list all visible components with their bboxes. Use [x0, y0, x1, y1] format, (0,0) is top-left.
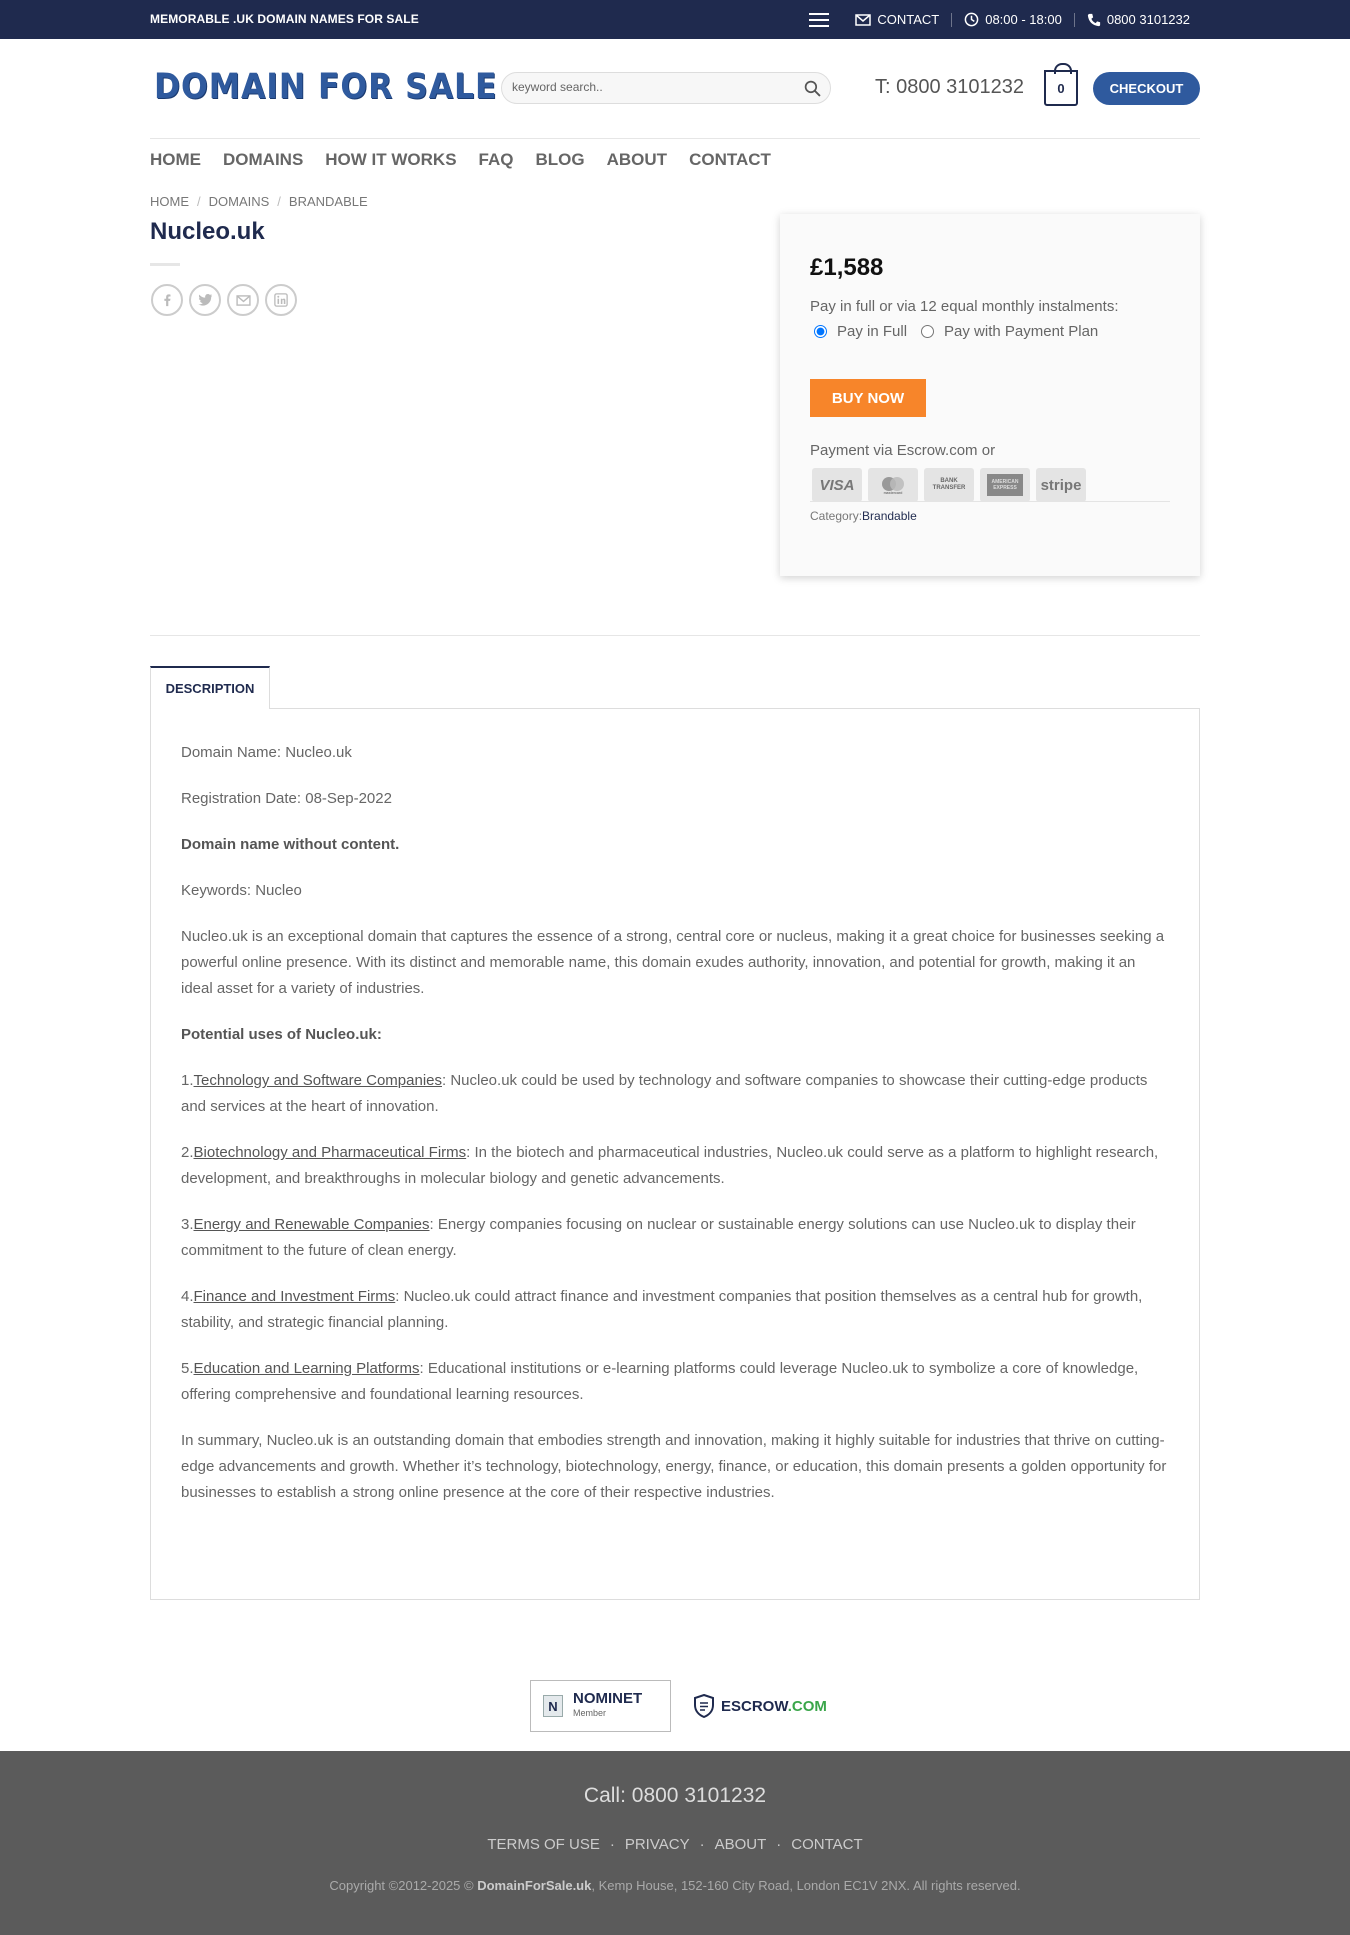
top-bar-tagline: MEMORABLE .UK DOMAIN NAMES FOR SALE [150, 12, 419, 26]
divider [810, 501, 1170, 502]
twitter-share-button[interactable] [189, 284, 221, 316]
phone-icon [1087, 13, 1101, 27]
section-divider [150, 635, 1200, 636]
share-buttons [151, 284, 297, 316]
footer-phone: Call: 0800 3101232 [583, 1784, 767, 1807]
svg-text:mastercard: mastercard [883, 491, 903, 495]
checkout-button[interactable]: CHECKOUT [1093, 72, 1200, 105]
facebook-share-button[interactable] [151, 284, 183, 316]
instalment-text: Pay in full or via 12 equal monthly instalments: [810, 298, 1119, 315]
footer-link-separator: · [776, 1836, 782, 1853]
registration-date-text: Registration Date: 08-Sep-2022 [181, 790, 392, 807]
buy-now-button[interactable]: BUY NOW [810, 379, 926, 417]
payment-options [810, 323, 1098, 340]
mastercard-icon [868, 468, 918, 502]
use-item-title: Finance and Investment Firms [193, 1288, 396, 1305]
twitter-icon [198, 293, 213, 307]
search-input[interactable] [512, 80, 792, 94]
pay-in-full-label: Pay in Full [837, 323, 908, 340]
envelope-icon [855, 14, 871, 26]
use-item-title: Biotechnology and Pharmaceutical Firms [193, 1144, 467, 1161]
keywords-text: Keywords: Nucleo [181, 882, 302, 899]
nominet-subtext: Member [573, 1708, 607, 1718]
footer-link-separator: · [699, 1836, 705, 1853]
use-item: 5.Education and Learning Platforms: Educational institutions or e-learning platforms could leverage Nucleo.uk to symbolize a core of knowledge, offering comprehensive and foundational learning resources. [181, 1360, 1139, 1403]
breadcrumb-separator: / [197, 194, 201, 209]
main-nav [150, 150, 771, 170]
top-contact-link[interactable] [855, 12, 939, 27]
facebook-icon [160, 293, 174, 307]
cart-count: 0 [1057, 80, 1065, 96]
footer-link-separator: · [609, 1836, 615, 1853]
partner-logos [530, 1680, 827, 1732]
cart-icon[interactable] [1044, 70, 1078, 106]
footer-link-about[interactable]: ABOUT [714, 1836, 767, 1853]
opening-hours-text: 08:00 - 18:00 [985, 12, 1062, 27]
nav-faq[interactable]: FAQ [478, 150, 514, 169]
summary-paragraph: In summary, Nucleo.uk is an outstanding domain that embodies strength and innovation, making it highly suitable for industries that thrive on cutting-edge advancements and growth. Whether it’s technology, biotechnology, energy, finance, or education, this domain presents a golden opportunity for businesses to establish a strong online presence at the core of their respective industries. [181, 1432, 1167, 1501]
top-contact-label: CONTACT [877, 12, 940, 27]
description-content [181, 740, 1171, 1526]
menu-icon[interactable] [809, 13, 829, 27]
footer-links [0, 1836, 1350, 1853]
top-phone-link[interactable] [1087, 12, 1190, 27]
footer-link-terms[interactable]: TERMS OF USE [487, 1836, 600, 1853]
price: £1,588 [810, 254, 884, 281]
use-item: 2.Biotechnology and Pharmaceutical Firms: In the biotech and pharmaceutical industries, Nucleo.uk could serve as a platform to highlight research, development, and breakthroughs in molecular biology and genetic advancements. [181, 1144, 1159, 1187]
use-item: 1.Technology and Software Companies: Nucleo.uk could be used by technology and software companies to showcase their cutting-edge products and services at the heart of innovation. [181, 1072, 1148, 1115]
page-title: Nucleo.uk [150, 218, 265, 245]
nominet-text: NOMINET [573, 1690, 643, 1707]
search-box [501, 72, 831, 104]
breadcrumb-domains[interactable]: DOMAINS [208, 194, 270, 209]
escrow-logo: ESCROW.COM [693, 1694, 827, 1718]
payment-plan-radio[interactable] [921, 325, 934, 338]
copyright-brand: DomainForSale.uk [477, 1878, 592, 1893]
nav-domains[interactable]: DOMAINS [223, 150, 304, 169]
shield-icon [693, 1694, 715, 1718]
top-bar-right [809, 0, 1190, 39]
escrow-payment-text: Payment via Escrow.com or [810, 442, 996, 459]
payment-plan-label: Pay with Payment Plan [944, 323, 1099, 340]
no-content-note: Domain name without content. [181, 836, 400, 853]
use-item: 3.Energy and Renewable Companies: Energy companies focusing on nuclear or sustainable energy solutions can use Nucleo.uk to display their commitment to the future of clean energy. [181, 1216, 1136, 1259]
nominet-member-badge [530, 1680, 671, 1732]
amex-icon: AMERICAN EXPRESS [980, 468, 1030, 502]
use-item-title: Education and Learning Platforms [193, 1360, 420, 1377]
opening-hours [964, 12, 1062, 27]
category-label: Category: [810, 509, 863, 523]
bank-transfer-icon: BANK TRANSFER [924, 468, 974, 502]
search-icon[interactable] [804, 80, 821, 97]
site-header [150, 39, 1200, 139]
use-item-title: Technology and Software Companies [193, 1072, 442, 1089]
description-panel [150, 708, 1200, 1600]
site-footer [0, 1751, 1350, 1935]
uses-heading: Potential uses of Nucleo.uk: [181, 1026, 382, 1043]
breadcrumb-brandable[interactable]: BRANDABLE [288, 194, 368, 209]
envelope-icon [236, 295, 251, 306]
site-logo[interactable]: DOMAIN FOR SALE [154, 67, 498, 107]
category-link[interactable]: Brandable [862, 509, 917, 523]
email-share-button[interactable] [227, 284, 259, 316]
breadcrumb-separator: / [277, 194, 281, 209]
payment-methods [812, 468, 1086, 502]
divider [1074, 13, 1075, 27]
nav-about[interactable]: ABOUT [606, 150, 668, 169]
nav-contact[interactable]: CONTACT [689, 150, 771, 169]
product-category [810, 509, 917, 523]
top-phone-text: 0800 3101232 [1106, 12, 1190, 27]
visa-icon: VISA [812, 468, 862, 502]
footer-link-privacy[interactable]: PRIVACY [624, 1836, 690, 1853]
pay-in-full-radio[interactable] [814, 325, 827, 338]
title-divider [150, 263, 180, 266]
domain-name-text: Domain Name: Nucleo.uk [181, 744, 352, 761]
clock-icon [964, 12, 979, 27]
breadcrumb-home[interactable]: HOME [150, 194, 189, 209]
breadcrumb [150, 194, 368, 209]
divider [951, 13, 952, 27]
intro-paragraph: Nucleo.uk is an exceptional domain that captures the essence of a strong, central core or nucleus, making it a great choice for businesses seeking a powerful online presence. With its distinct and memorable name, this domain exudes authority, innovation, and potential for growth, making it an ideal asset for a variety of industries. [181, 928, 1165, 997]
purchase-box [780, 214, 1200, 576]
use-item: 4.Finance and Investment Firms: Nucleo.uk could attract finance and investment companies that position themselves as a central hub for growth, stability, and strategic financial planning. [181, 1288, 1143, 1331]
nav-home[interactable]: HOME [150, 150, 201, 169]
nav-blog[interactable]: BLOG [535, 150, 585, 169]
linkedin-icon [274, 293, 288, 307]
stripe-icon: stripe [1036, 468, 1086, 502]
linkedin-share-button[interactable] [265, 284, 297, 316]
tab-description[interactable]: DESCRIPTION [150, 666, 270, 709]
top-bar [0, 0, 1350, 39]
nav-how-it-works[interactable]: HOW IT WORKS [325, 150, 457, 169]
use-item-title: Energy and Renewable Companies [193, 1216, 430, 1233]
footer-link-contact[interactable]: CONTACT [791, 1836, 863, 1853]
nominet-icon: N [543, 1695, 563, 1717]
copyright: Copyright ©2012-2025 © DomainForSale.uk, Kemp House, 152-160 City Road, London EC1V 2NX. All rights reserved. [329, 1878, 1021, 1893]
header-phone: T: 0800 3101232 [875, 76, 1025, 98]
